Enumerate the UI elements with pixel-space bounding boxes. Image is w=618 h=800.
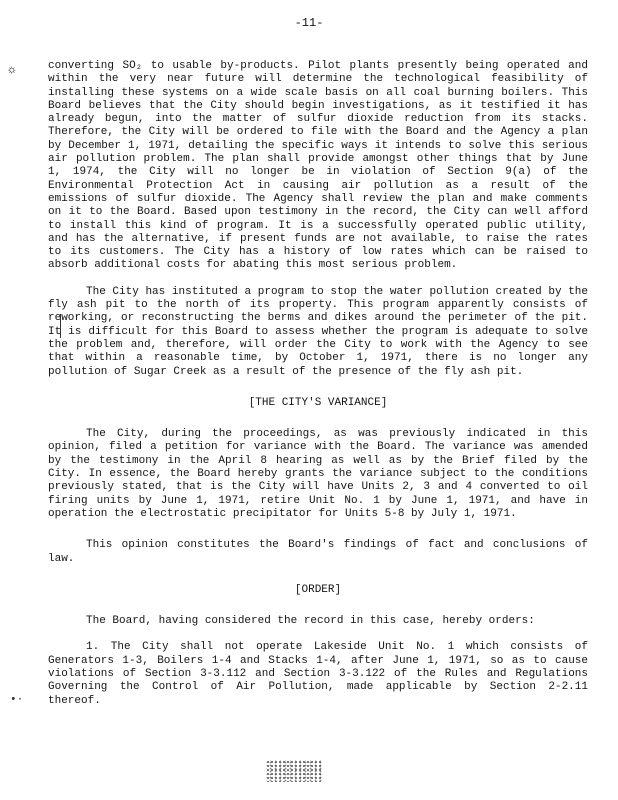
paragraph-sulfur-dioxide: converting SO₂ to usable by-products. Pilot plants presently being operated and within the very near future will determine the technological feasibility of installing these systems on a wide scale basis on all coal burning boilers. This Board believes that the City should begin investigations, as it testified it has already begun, into the matter of sulfur dioxide reduction from its stacks. Therefore, the City will be ordered to file with the Board and the Agency a plan by December 1, 1971, detailing the specific ways it intends to solve this serious air pollution problem. The plan shall provide amongst other things that by June 1, 1974, the City will no longer be in violation of Section 9(a) of the Environmental Protection Act in causing air pollution as a result of the emissions of sulfur dioxide. The Agency shall review the plan and make comments on it to the Board. Based upon testimony in the record, the City can well afford to install this kind of program. It is a successfully operated public utility, and has the alternative, if present funds are not available, to raise the rates to its customers. The City has a history of low rates which can be raised to absorb additional costs for abating this most serious problem. <box>48 60 588 272</box>
paragraph-order-intro: The Board, having considered the record in this case, hereby orders: <box>86 615 535 628</box>
margin-mark: ☼ <box>8 62 16 77</box>
paragraph-findings: This opinion constitutes the Board's findings of fact and conclusions of law. <box>48 539 588 565</box>
paragraph-variance: The City, during the proceedings, as was previously indicated in this opinion, filed a petition for variance with the Board. The variance was amended by the testimony in the April 8 hearing as well as by the Brief filed by the City. In essence, the Board hereby grants the variance subject to the conditions previously stated, that is the City will have Units 2, 3 and 4 converted to oil firing units by June 1, 1971, retire Unit No. 1 by June 1, 1971, and have in operation the electrostatic precipitator for Units 5-8 by July 1, 1971. <box>48 428 588 520</box>
order-item-1: 1. The City shall not operate Lakeside Unit No. 1 which consists of Generators 1-3, Boilers 1-4 and Stacks 1-4, after June 1, 1971, so as to cause violations of Section 3-3.112 and Section 3-3.122 of the Rules and Regulations Governing the Control of Air Pollution, made applicable by Section 2-2.11 thereof. <box>48 641 588 707</box>
page-number: -11- <box>294 16 324 30</box>
scan-artifact <box>266 760 322 782</box>
section-heading-variance: [THE CITY'S VARIANCE] <box>248 396 388 409</box>
section-heading-order: [ORDER] <box>294 583 342 596</box>
margin-mark: •· <box>10 694 24 706</box>
paragraph-fly-ash: The City has instituted a program to stop the water pollution created by the fly ash pit to the north of its property. This program apparently consists of reworking, or reconstructing the berms and dikes around the perimeter of the pit. It is difficult for this Board to assess whether the program is adequate to solve the problem and, therefore, will order the City to work with the Agency to see that within a reasonable time, by October 1, 1971, there is no longer any pollution of Sugar Creek as a result of the presence of the fly ash pit. <box>48 285 588 378</box>
document-body <box>48 60 588 708</box>
